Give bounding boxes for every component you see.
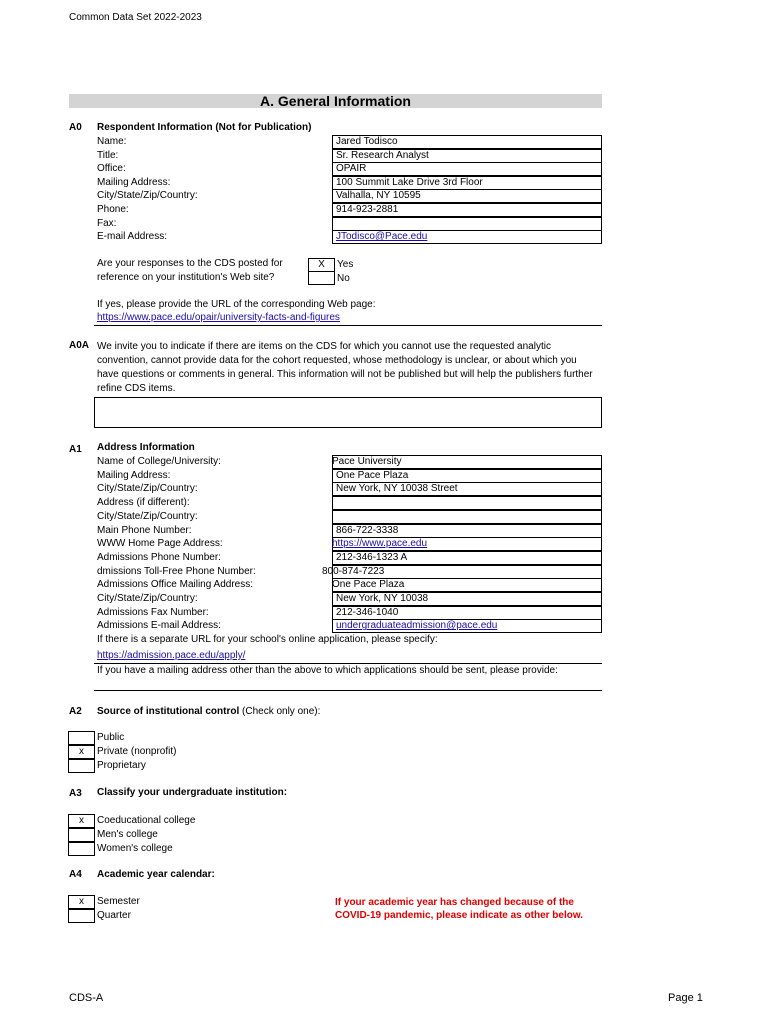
a0-value: Valhalla, NY 10595	[336, 190, 421, 202]
a1-value: New York, NY 10038 Street	[336, 483, 458, 495]
a0-yes-label: Yes	[337, 259, 354, 270]
a1-value: 866-722-3338	[336, 524, 399, 536]
a0-value-cell[interactable]	[332, 176, 602, 190]
a0a-code: A0A	[69, 340, 90, 351]
a0-url-link[interactable]: https://www.pace.edu/opair/university-facts-and-figures	[97, 312, 340, 323]
page-header: Common Data Set 2022-2023	[69, 12, 202, 23]
a1-value-cell[interactable]	[332, 578, 602, 592]
a0-yes-checkbox[interactable]: X	[308, 258, 335, 272]
a1-online-app-prompt: If there is a separate URL for your school's online application, please specify:	[97, 634, 438, 645]
a1-other-address-prompt: If you have a mailing address other than the above to which applications should be sent, please provide:	[97, 665, 558, 676]
a1-label: WWW Home Page Address:	[97, 538, 223, 550]
a0-value: Jared Todisco	[336, 136, 398, 147]
a4-code: A4	[69, 869, 82, 880]
a1-value: One Pace Plaza	[332, 579, 405, 591]
a1-value: 212-346-1323 A	[336, 551, 408, 563]
a1-value: Pace University	[332, 456, 402, 467]
a1-label: City/State/Zip/Country:	[97, 593, 198, 604]
a1-label: Main Phone Number:	[97, 524, 192, 536]
a2-heading: Source of institutional control	[97, 706, 240, 717]
a4-option-checkbox[interactable]	[68, 909, 95, 923]
a3-option-label: Men's college	[97, 829, 158, 840]
a1-label: Name of College/University:	[97, 456, 221, 467]
a0-question-line2: reference on your institution's Web site?	[97, 272, 275, 283]
a1-value: One Pace Plaza	[336, 469, 409, 481]
a1-value: New York, NY 10038	[336, 593, 429, 604]
a2-option-checkbox[interactable]	[68, 759, 95, 773]
a4-option-label: Semester	[97, 896, 140, 907]
a1-value: 212-346-1040	[336, 606, 399, 618]
a0-label: E-mail Address:	[97, 231, 168, 243]
a0-value: OPAIR	[336, 163, 367, 175]
a0-value-cell[interactable]	[332, 162, 602, 176]
a2-option-checkbox[interactable]: x	[68, 745, 95, 759]
a0-label: Name:	[97, 136, 127, 147]
a1-value-cell[interactable]	[332, 455, 602, 469]
a0-value-cell[interactable]	[332, 217, 602, 231]
a1-value-cell[interactable]	[332, 619, 602, 633]
footer-left: CDS-A	[69, 992, 104, 1004]
a1-online-app-field[interactable]	[97, 650, 245, 661]
a0-label: Office:	[97, 163, 126, 175]
a0-label: Mailing Address:	[97, 176, 171, 188]
a2-option-label: Proprietary	[97, 760, 146, 771]
a1-value-link[interactable]: https://www.pace.edu	[332, 538, 428, 550]
a2-option-label: Private (nonprofit)	[97, 746, 177, 757]
a4-option-label: Quarter	[97, 910, 131, 921]
a4-note-line1: If your academic year has changed because of the	[335, 897, 574, 908]
a4-note-line2: COVID-19 pandemic, please indicate as other below.	[335, 910, 584, 921]
a3-option-label: Coeducational college	[97, 815, 196, 826]
a0-question-line1: Are your responses to the CDS posted for	[97, 258, 283, 269]
a3-option-checkbox[interactable]	[68, 842, 95, 856]
a0-value-cell[interactable]	[332, 149, 602, 163]
a0-value: 100 Summit Lake Drive 3rd Floor	[336, 176, 483, 188]
a0-code: A0	[69, 122, 82, 133]
a1-value-cell[interactable]	[332, 496, 602, 510]
a0a-text: We invite you to indicate if there are items on the CDS for which you cannot use the requested analytic convention, cannot provide data for the cohort requested, whose methodology is unclear, or about which you have questions or comments in general. This information will not be published but will help the publishers further refine CDS items.	[97, 341, 593, 394]
a1-heading: Address Information	[97, 442, 195, 453]
a1-label: Admissions E-mail Address:	[97, 620, 221, 632]
a0-no-label: No	[337, 273, 350, 284]
a1-online-app-underline	[94, 663, 602, 664]
a0-label: Title:	[97, 149, 119, 161]
a0-label: Phone:	[97, 204, 129, 215]
a1-value-cell[interactable]	[332, 510, 602, 524]
a1-label: Admissions Office Mailing Address:	[97, 579, 253, 591]
a0-url-prompt: If yes, please provide the URL of the corresponding Web page:	[97, 299, 376, 310]
a0-value-cell[interactable]	[332, 189, 602, 203]
section-title: A. General Information	[69, 94, 602, 108]
a1-value-cell[interactable]	[332, 524, 602, 538]
a1-label: Admissions Phone Number:	[97, 551, 221, 563]
a2-heading-suffix: (Check only one):	[239, 706, 321, 717]
a1-label: City/State/Zip/Country:	[97, 510, 198, 522]
a0-email-link[interactable]: JTodisco@Pace.edu	[336, 231, 428, 243]
a1-value-link[interactable]: undergraduateadmission@pace.edu	[336, 620, 498, 632]
a0-label: City/State/Zip/Country:	[97, 190, 198, 202]
a1-value: 800-874-7223	[322, 565, 385, 577]
a2-code: A2	[69, 706, 82, 717]
a2-heading-wrap	[97, 706, 320, 717]
a0-value: 914-923-2881	[336, 204, 399, 215]
a3-option-label: Women's college	[97, 843, 173, 854]
a0-url-field[interactable]	[94, 312, 602, 326]
a1-online-app-link[interactable]: https://admission.pace.edu/apply/	[97, 650, 246, 661]
a1-value-cell[interactable]	[332, 469, 602, 483]
a1-value-cell[interactable]	[332, 592, 602, 606]
a3-code: A3	[69, 788, 82, 799]
a1-label: dmissions Toll-Free Phone Number:	[97, 565, 256, 577]
a1-other-address-line	[94, 690, 602, 691]
a0-label: Fax:	[97, 217, 117, 229]
a1-code: A1	[69, 444, 82, 455]
footer-page-number: Page 1	[668, 992, 703, 1004]
a0-value-cell[interactable]	[332, 230, 602, 244]
a1-label: City/State/Zip/Country:	[97, 483, 198, 495]
a2-option-checkbox[interactable]	[68, 731, 95, 745]
a1-label: Address (if different):	[97, 497, 190, 509]
a3-option-checkbox[interactable]: x	[68, 814, 95, 828]
a1-value-cell[interactable]	[332, 482, 602, 496]
a1-value-cell[interactable]	[332, 606, 602, 620]
a4-heading: Academic year calendar:	[97, 869, 215, 880]
a0a-comment-box[interactable]	[94, 397, 602, 428]
a0-value: Sr. Research Analyst	[336, 149, 429, 161]
a1-label: Mailing Address:	[97, 469, 171, 481]
a1-value-cell[interactable]	[322, 565, 602, 579]
a0-value-cell[interactable]	[332, 135, 602, 149]
a1-label: Admissions Fax Number:	[97, 606, 209, 618]
a3-option-checkbox[interactable]	[68, 828, 95, 842]
a4-option-checkbox[interactable]: x	[68, 895, 95, 909]
a3-heading: Classify your undergraduate institution:	[97, 787, 288, 798]
a2-option-label: Public	[97, 732, 125, 743]
a1-value-cell[interactable]	[332, 537, 602, 551]
a0-value-cell[interactable]	[332, 203, 602, 217]
a0-heading: Respondent Information (Not for Publication)	[97, 122, 312, 133]
a0-no-checkbox[interactable]	[308, 271, 335, 285]
a1-value-cell[interactable]	[332, 551, 602, 565]
